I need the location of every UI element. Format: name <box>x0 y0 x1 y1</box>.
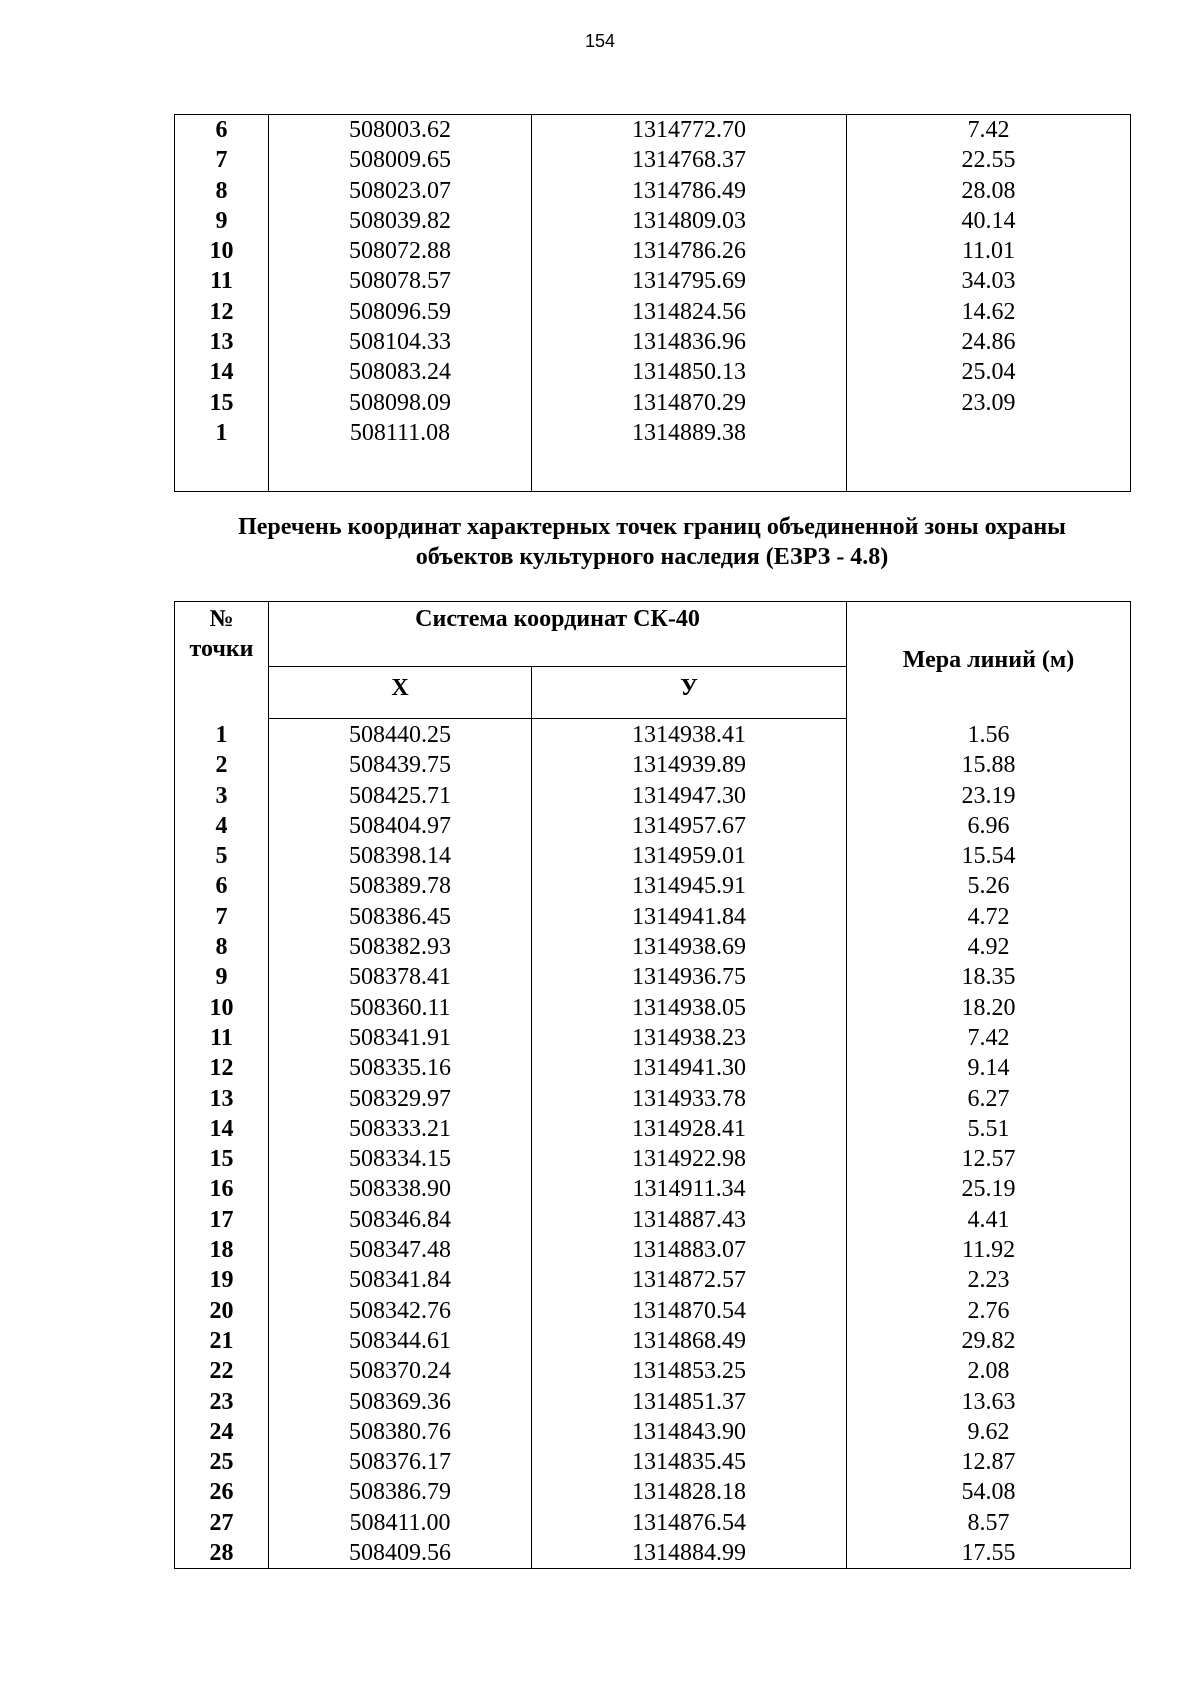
point-number-cell: 8 <box>175 932 269 962</box>
line-length-cell: 13.63 <box>847 1387 1131 1417</box>
table-row <box>175 388 1131 418</box>
line-length-cell: 5.51 <box>847 1114 1131 1144</box>
x-coordinate-cell: 508344.61 <box>269 1326 532 1356</box>
x-coordinate-cell: 508360.11 <box>269 993 532 1023</box>
point-number-cell: 11 <box>175 1023 269 1053</box>
x-coordinate-cell: 508072.88 <box>269 236 532 266</box>
x-coordinate-cell: 508341.91 <box>269 1023 532 1053</box>
y-coordinate-cell: 1314938.41 <box>532 719 847 751</box>
line-length-cell: 15.88 <box>847 750 1131 780</box>
x-coordinate-cell: 508104.33 <box>269 327 532 357</box>
point-number-cell: 14 <box>175 1114 269 1144</box>
line-length-cell: 34.03 <box>847 266 1131 296</box>
line-length-cell: 8.57 <box>847 1508 1131 1538</box>
x-coordinate-cell: 508083.24 <box>269 357 532 387</box>
line-length-cell: 17.55 <box>847 1538 1131 1569</box>
line-length-cell: 7.42 <box>847 115 1131 146</box>
table-row <box>175 1417 1131 1447</box>
y-coordinate-cell: 1314786.26 <box>532 236 847 266</box>
point-number-cell: 9 <box>175 206 269 236</box>
line-length-cell: 4.92 <box>847 932 1131 962</box>
y-coordinate-cell: 1314883.07 <box>532 1235 847 1265</box>
y-coordinate-cell: 1314872.57 <box>532 1265 847 1295</box>
y-coordinate-cell: 1314884.99 <box>532 1538 847 1569</box>
y-coordinate-cell: 1314889.38 <box>532 418 847 448</box>
y-coordinate-cell: 1314836.96 <box>532 327 847 357</box>
table-row <box>175 1053 1131 1083</box>
table-row <box>175 266 1131 296</box>
x-coordinate-cell: 508329.97 <box>269 1084 532 1114</box>
table-row-empty <box>175 448 1131 492</box>
point-number-cell: 3 <box>175 781 269 811</box>
x-coordinate-cell: 508404.97 <box>269 811 532 841</box>
line-length-cell: 6.27 <box>847 1084 1131 1114</box>
line-length-cell: 14.62 <box>847 297 1131 327</box>
x-coordinate-cell: 508440.25 <box>269 719 532 751</box>
line-length-cell: 54.08 <box>847 1477 1131 1507</box>
point-number-cell: 13 <box>175 1084 269 1114</box>
point-number-cell: 7 <box>175 145 269 175</box>
table-row <box>175 327 1131 357</box>
line-length-cell: 4.41 <box>847 1205 1131 1235</box>
table-body <box>175 719 1131 1569</box>
point-number-header-line-1: № <box>209 606 234 632</box>
line-length-cell: 2.08 <box>847 1356 1131 1386</box>
y-coordinate-cell: 1314947.30 <box>532 781 847 811</box>
table-row <box>175 115 1131 146</box>
line-length-cell: 11.92 <box>847 1235 1131 1265</box>
y-coordinate-cell: 1314870.29 <box>532 388 847 418</box>
y-coordinate-cell: 1314851.37 <box>532 1387 847 1417</box>
section-title-line-1: Перечень координат характерных точек границ объединенной зоны охраны <box>238 514 1066 540</box>
table-row <box>175 297 1131 327</box>
x-coordinate-cell: 508378.41 <box>269 962 532 992</box>
point-number-header <box>175 602 269 719</box>
table-row <box>175 418 1131 448</box>
x-coordinate-cell: 508439.75 <box>269 750 532 780</box>
y-coordinate-cell: 1314809.03 <box>532 206 847 236</box>
x-coordinate-cell: 508369.36 <box>269 1387 532 1417</box>
line-length-cell: 2.23 <box>847 1265 1131 1295</box>
empty-cell <box>175 448 269 492</box>
line-length-cell: 11.01 <box>847 236 1131 266</box>
y-coordinate-cell: 1314941.30 <box>532 1053 847 1083</box>
y-coordinate-cell: 1314911.34 <box>532 1174 847 1204</box>
line-length-cell: 12.57 <box>847 1144 1131 1174</box>
table-row <box>175 1538 1131 1569</box>
table-row <box>175 871 1131 901</box>
y-coordinate-cell: 1314945.91 <box>532 871 847 901</box>
y-coordinate-cell: 1314772.70 <box>532 115 847 146</box>
coordinate-system-header: Система координат СК-40 <box>269 602 847 667</box>
point-number-cell: 16 <box>175 1174 269 1204</box>
point-number-cell: 27 <box>175 1508 269 1538</box>
x-coordinate-cell: 508334.15 <box>269 1144 532 1174</box>
y-coordinate-cell: 1314768.37 <box>532 145 847 175</box>
table-row <box>175 145 1131 175</box>
line-length-cell: 23.09 <box>847 388 1131 418</box>
line-length-cell: 4.72 <box>847 902 1131 932</box>
x-coordinate-cell: 508389.78 <box>269 871 532 901</box>
line-length-cell: 6.96 <box>847 811 1131 841</box>
y-coordinate-cell: 1314786.49 <box>532 176 847 206</box>
x-coordinate-cell: 508347.48 <box>269 1235 532 1265</box>
table-row <box>175 1356 1131 1386</box>
y-column-header: У <box>532 667 847 719</box>
table-row <box>175 750 1131 780</box>
point-number-cell: 6 <box>175 871 269 901</box>
point-number-cell: 1 <box>175 719 269 751</box>
point-number-cell: 17 <box>175 1205 269 1235</box>
y-coordinate-cell: 1314887.43 <box>532 1205 847 1235</box>
point-number-cell: 15 <box>175 1144 269 1174</box>
y-coordinate-cell: 1314850.13 <box>532 357 847 387</box>
y-coordinate-cell: 1314853.25 <box>532 1356 847 1386</box>
x-coordinate-cell: 508425.71 <box>269 781 532 811</box>
line-length-cell: 22.55 <box>847 145 1131 175</box>
point-number-cell: 20 <box>175 1296 269 1326</box>
y-coordinate-cell: 1314928.41 <box>532 1114 847 1144</box>
line-length-cell: 2.76 <box>847 1296 1131 1326</box>
x-coordinate-cell: 508346.84 <box>269 1205 532 1235</box>
line-length-cell: 25.19 <box>847 1174 1131 1204</box>
y-coordinate-cell: 1314939.89 <box>532 750 847 780</box>
point-number-cell: 2 <box>175 750 269 780</box>
x-coordinate-cell: 508398.14 <box>269 841 532 871</box>
y-coordinate-cell: 1314795.69 <box>532 266 847 296</box>
x-coordinate-cell: 508386.45 <box>269 902 532 932</box>
point-number-cell: 21 <box>175 1326 269 1356</box>
x-coordinate-cell: 508096.59 <box>269 297 532 327</box>
x-coordinate-cell: 508111.08 <box>269 418 532 448</box>
table-row <box>175 1235 1131 1265</box>
x-coordinate-cell: 508411.00 <box>269 1508 532 1538</box>
coordinates-table-continued <box>174 114 1131 492</box>
table-row <box>175 1326 1131 1356</box>
y-coordinate-cell: 1314959.01 <box>532 841 847 871</box>
y-coordinate-cell: 1314843.90 <box>532 1417 847 1447</box>
section-title <box>174 512 1130 572</box>
table-row <box>175 962 1131 992</box>
point-number-cell: 18 <box>175 1235 269 1265</box>
y-coordinate-cell: 1314828.18 <box>532 1477 847 1507</box>
y-coordinate-cell: 1314835.45 <box>532 1447 847 1477</box>
line-length-cell: 9.14 <box>847 1053 1131 1083</box>
x-coordinate-cell: 508039.82 <box>269 206 532 236</box>
x-column-header: X <box>269 667 532 719</box>
table-row <box>175 1114 1131 1144</box>
line-length-cell: 23.19 <box>847 781 1131 811</box>
point-number-cell: 5 <box>175 841 269 871</box>
table-row <box>175 176 1131 206</box>
y-coordinate-cell: 1314824.56 <box>532 297 847 327</box>
point-number-cell: 28 <box>175 1538 269 1569</box>
x-coordinate-cell: 508370.24 <box>269 1356 532 1386</box>
point-number-cell: 1 <box>175 418 269 448</box>
y-coordinate-cell: 1314938.23 <box>532 1023 847 1053</box>
table-row <box>175 1447 1131 1477</box>
y-coordinate-cell: 1314938.69 <box>532 932 847 962</box>
line-length-cell: 18.35 <box>847 962 1131 992</box>
x-coordinate-cell: 508386.79 <box>269 1477 532 1507</box>
table-row <box>175 1508 1131 1538</box>
point-number-cell: 19 <box>175 1265 269 1295</box>
x-coordinate-cell: 508333.21 <box>269 1114 532 1144</box>
line-length-cell: 28.08 <box>847 176 1131 206</box>
line-length-cell <box>847 418 1131 448</box>
x-coordinate-cell: 508098.09 <box>269 388 532 418</box>
point-number-cell: 25 <box>175 1447 269 1477</box>
x-coordinate-cell: 508078.57 <box>269 266 532 296</box>
table-row <box>175 993 1131 1023</box>
y-coordinate-cell: 1314876.54 <box>532 1508 847 1538</box>
point-number-cell: 22 <box>175 1356 269 1386</box>
point-number-cell: 4 <box>175 811 269 841</box>
table-row <box>175 1477 1131 1507</box>
y-coordinate-cell: 1314922.98 <box>532 1144 847 1174</box>
line-length-cell: 24.86 <box>847 327 1131 357</box>
point-number-cell: 12 <box>175 297 269 327</box>
table-row <box>175 1023 1131 1053</box>
point-number-cell: 26 <box>175 1477 269 1507</box>
x-coordinate-cell: 508376.17 <box>269 1447 532 1477</box>
line-length-cell: 40.14 <box>847 206 1131 236</box>
x-coordinate-cell: 508023.07 <box>269 176 532 206</box>
y-coordinate-cell: 1314936.75 <box>532 962 847 992</box>
coordinates-table-ezrz <box>174 601 1131 1569</box>
table-row <box>175 1265 1131 1295</box>
point-number-cell: 7 <box>175 902 269 932</box>
line-length-cell: 7.42 <box>847 1023 1131 1053</box>
point-number-cell: 24 <box>175 1417 269 1447</box>
y-coordinate-cell: 1314868.49 <box>532 1326 847 1356</box>
point-number-cell: 13 <box>175 327 269 357</box>
x-coordinate-cell: 508335.16 <box>269 1053 532 1083</box>
table-row <box>175 1084 1131 1114</box>
point-number-cell: 10 <box>175 993 269 1023</box>
y-coordinate-cell: 1314938.05 <box>532 993 847 1023</box>
table-row <box>175 357 1131 387</box>
empty-cell <box>532 448 847 492</box>
x-coordinate-cell: 508409.56 <box>269 1538 532 1569</box>
table-row <box>175 1174 1131 1204</box>
table-row <box>175 932 1131 962</box>
table-row <box>175 719 1131 751</box>
x-coordinate-cell: 508003.62 <box>269 115 532 146</box>
x-coordinate-cell: 508338.90 <box>269 1174 532 1204</box>
line-length-cell: 9.62 <box>847 1417 1131 1447</box>
table-row <box>175 206 1131 236</box>
y-coordinate-cell: 1314941.84 <box>532 902 847 932</box>
line-length-cell: 18.20 <box>847 993 1131 1023</box>
line-length-header: Мера линий (м) <box>847 602 1131 719</box>
table-row <box>175 811 1131 841</box>
table-row <box>175 1296 1131 1326</box>
point-number-cell: 14 <box>175 357 269 387</box>
point-number-cell: 6 <box>175 115 269 146</box>
point-number-cell: 15 <box>175 388 269 418</box>
point-number-cell: 8 <box>175 176 269 206</box>
x-coordinate-cell: 508341.84 <box>269 1265 532 1295</box>
line-length-cell: 12.87 <box>847 1447 1131 1477</box>
line-length-cell: 29.82 <box>847 1326 1131 1356</box>
line-length-cell: 5.26 <box>847 871 1131 901</box>
y-coordinate-cell: 1314870.54 <box>532 1296 847 1326</box>
y-coordinate-cell: 1314933.78 <box>532 1084 847 1114</box>
table-row <box>175 1144 1131 1174</box>
table-row <box>175 902 1131 932</box>
point-number-cell: 11 <box>175 266 269 296</box>
point-number-cell: 9 <box>175 962 269 992</box>
x-coordinate-cell: 508382.93 <box>269 932 532 962</box>
empty-cell <box>269 448 532 492</box>
table-row <box>175 841 1131 871</box>
line-length-cell: 1.56 <box>847 719 1131 751</box>
point-number-header-line-2: точки <box>189 636 254 662</box>
line-length-cell: 15.54 <box>847 841 1131 871</box>
x-coordinate-cell: 508009.65 <box>269 145 532 175</box>
table-header <box>175 602 1131 719</box>
page-number: 154 <box>584 31 616 51</box>
section-title-line-2: объектов культурного наследия (ЕЗРЗ - 4.8) <box>415 544 889 570</box>
table-row <box>175 1205 1131 1235</box>
table-body <box>175 115 1131 492</box>
table-row <box>175 781 1131 811</box>
y-coordinate-cell: 1314957.67 <box>532 811 847 841</box>
x-coordinate-cell: 508342.76 <box>269 1296 532 1326</box>
line-length-cell: 25.04 <box>847 357 1131 387</box>
point-number-cell: 10 <box>175 236 269 266</box>
table-row <box>175 1387 1131 1417</box>
table-row <box>175 236 1131 266</box>
point-number-cell: 23 <box>175 1387 269 1417</box>
point-number-cell: 12 <box>175 1053 269 1083</box>
x-coordinate-cell: 508380.76 <box>269 1417 532 1447</box>
empty-cell <box>847 448 1131 492</box>
